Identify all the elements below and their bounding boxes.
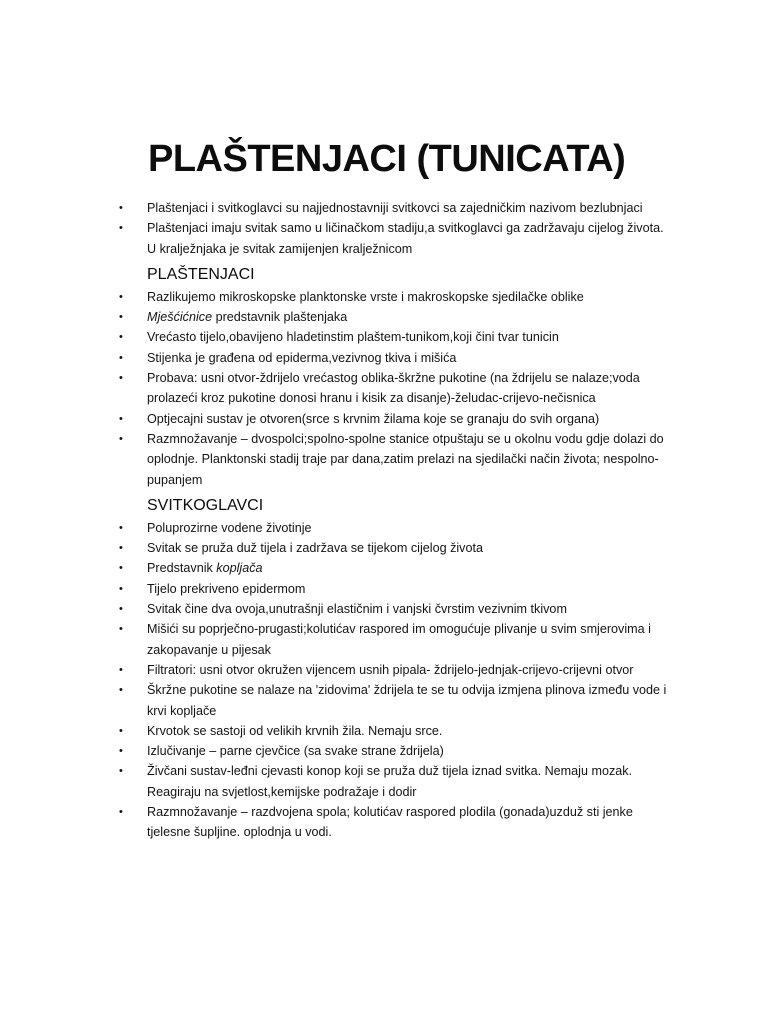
document-body xyxy=(0,198,768,843)
bullet-icon: • xyxy=(119,623,123,636)
bullet-icon: • xyxy=(119,806,123,819)
list-item-text: Plaštenjaci imaju svitak samo u ličinačkom stadiju,a svitkoglavci ga zadržavaju cijelog života. U kralježnjaka je svitak zamijenjen kralježnicom xyxy=(147,221,664,256)
bullet-icon: • xyxy=(119,542,123,555)
bullet-icon: • xyxy=(119,331,123,344)
bullet-icon: • xyxy=(119,724,123,737)
list-item xyxy=(0,599,768,619)
document-title: PLAŠTENJACI (TUNICATA) xyxy=(148,138,626,180)
bullet-icon: • xyxy=(119,582,123,595)
list-item-text: Poluprozirne vodene životinje xyxy=(147,520,312,535)
list-item xyxy=(0,619,768,660)
bullet-icon: • xyxy=(119,521,123,534)
intro-list xyxy=(0,198,768,259)
bullet-icon: • xyxy=(119,351,123,364)
list-item xyxy=(0,558,768,578)
list-item-text: Plaštenjaci i svitkoglavci su najjednostavniji svitkovci sa zajedničkim nazivom bezlubnjaci xyxy=(147,201,643,215)
list-item-text: Razmnožavanje – razdvojena spola; kolutićav raspored plodila (gonada)uzduž sti jenke tjelesne šupljine. oplodnja u vodi. xyxy=(147,805,633,840)
bullet-icon: • xyxy=(119,432,123,445)
italic-term: Mješćićnice xyxy=(147,310,213,325)
list-item-text: Izlučivanje – parne cjevčice (sa svake strane ždrijela) xyxy=(147,744,444,759)
list-item xyxy=(0,741,768,761)
bullet-icon: • xyxy=(119,562,123,575)
list-item xyxy=(0,327,768,347)
list-item xyxy=(0,307,768,327)
list-item-text: Probava: usni otvor-ždrijelo vrećastog oblika-škržne pukotine (na ždrijelu se nalaze;voda prolazeći kroz pukotine donosi hranu i kisik za disanje)-želudac-crijevo-nečisnica xyxy=(147,371,640,406)
list-item xyxy=(0,761,768,802)
list-item-text: Svitak čine dva ovoja,unutrašnji elastičnim i vanjski čvrstim vezivnim tkivom xyxy=(147,602,567,617)
list-item-text: Optjecajni sustav je otvoren(srce s krvnim žilama koje se granaju do svih organa) xyxy=(147,411,600,426)
list-item xyxy=(0,348,768,368)
list-item-text: Razlikujemo mikroskopske planktonske vrste i makroskopske sjedilačke oblike xyxy=(147,289,584,304)
italic-term: kopljača xyxy=(216,561,263,576)
list-item-text: predstavnik plaštenjaka xyxy=(212,310,348,325)
bullet-icon: • xyxy=(119,684,123,697)
list-item xyxy=(0,518,768,538)
list-item-text: Predstavnik xyxy=(147,561,217,576)
list-item-text: Stijenka je građena od epiderma,vezivnog tkiva i mišića xyxy=(147,350,457,365)
bullet-icon: • xyxy=(119,745,123,758)
plastenjaci-list xyxy=(0,287,768,490)
list-item-text: Tijelo prekriveno epidermom xyxy=(147,581,306,596)
list-item xyxy=(0,660,768,680)
list-item-text: Mišići su poprječno-prugasti;kolutićav raspored im omogućuje plivanje u svim smjerovima i zakopavanje u pijesak xyxy=(147,622,651,657)
list-item-text: Vrećasto tijelo,obavijeno hladetinstim plaštem-tunikom,koji čini tvar tunicin xyxy=(147,330,559,345)
bullet-icon: • xyxy=(119,412,123,425)
bullet-icon: • xyxy=(119,603,123,616)
bullet-icon: • xyxy=(119,765,123,778)
bullet-icon: • xyxy=(119,311,123,324)
list-item-text: Živčani sustav-leđni cjevasti konop koji se pruža duž tijela iznad svitka. Nemaju mozak. Reagiraju na svjetlost,kemijske podražaje i dodir xyxy=(147,764,633,799)
bullet-icon: • xyxy=(119,222,123,235)
list-item-text: Škržne pukotine se nalaze na 'zidovima' ždrijela te se tu odvija izmjena plinova između vode i krvi kopljače xyxy=(147,683,667,718)
list-item xyxy=(0,802,768,843)
section-heading-svitkoglavci: SVITKOGLAVCI xyxy=(147,496,264,514)
bullet-icon: • xyxy=(119,663,123,676)
list-item xyxy=(0,409,768,429)
list-item-text: Krvotok se sastoji od velikih krvnih žila. Nemaju srce. xyxy=(147,723,443,738)
list-item-text: Filtratori: usni otvor okružen vijencem usnih pipala- ždrijelo-jednjak-crijevo-crijevni otvor xyxy=(147,662,634,677)
bullet-icon: • xyxy=(119,372,123,385)
svitkoglavci-list xyxy=(0,518,768,843)
list-item xyxy=(0,429,768,490)
list-item xyxy=(0,680,768,721)
list-item xyxy=(0,368,768,409)
bullet-icon: • xyxy=(119,290,123,303)
list-item xyxy=(0,198,768,218)
list-item xyxy=(0,538,768,558)
bullet-icon: • xyxy=(119,202,123,214)
list-item xyxy=(0,287,768,307)
list-item xyxy=(0,218,768,259)
list-item xyxy=(0,579,768,599)
list-item xyxy=(0,721,768,741)
list-item-text: Svitak se pruža duž tijela i zadržava se tijekom cijelog života xyxy=(147,541,483,556)
list-item-text: Razmnožavanje – dvospolci;spolno-spolne stanice otpuštaju se u okolnu vodu gdje dolazi do oplodnje. Planktonski stadij traje par dana,zatim prelazi na sjedilački način života; nespolno-pupanjem xyxy=(147,431,664,487)
section-heading-plastenjaci: PLAŠTENJACI xyxy=(147,265,255,283)
